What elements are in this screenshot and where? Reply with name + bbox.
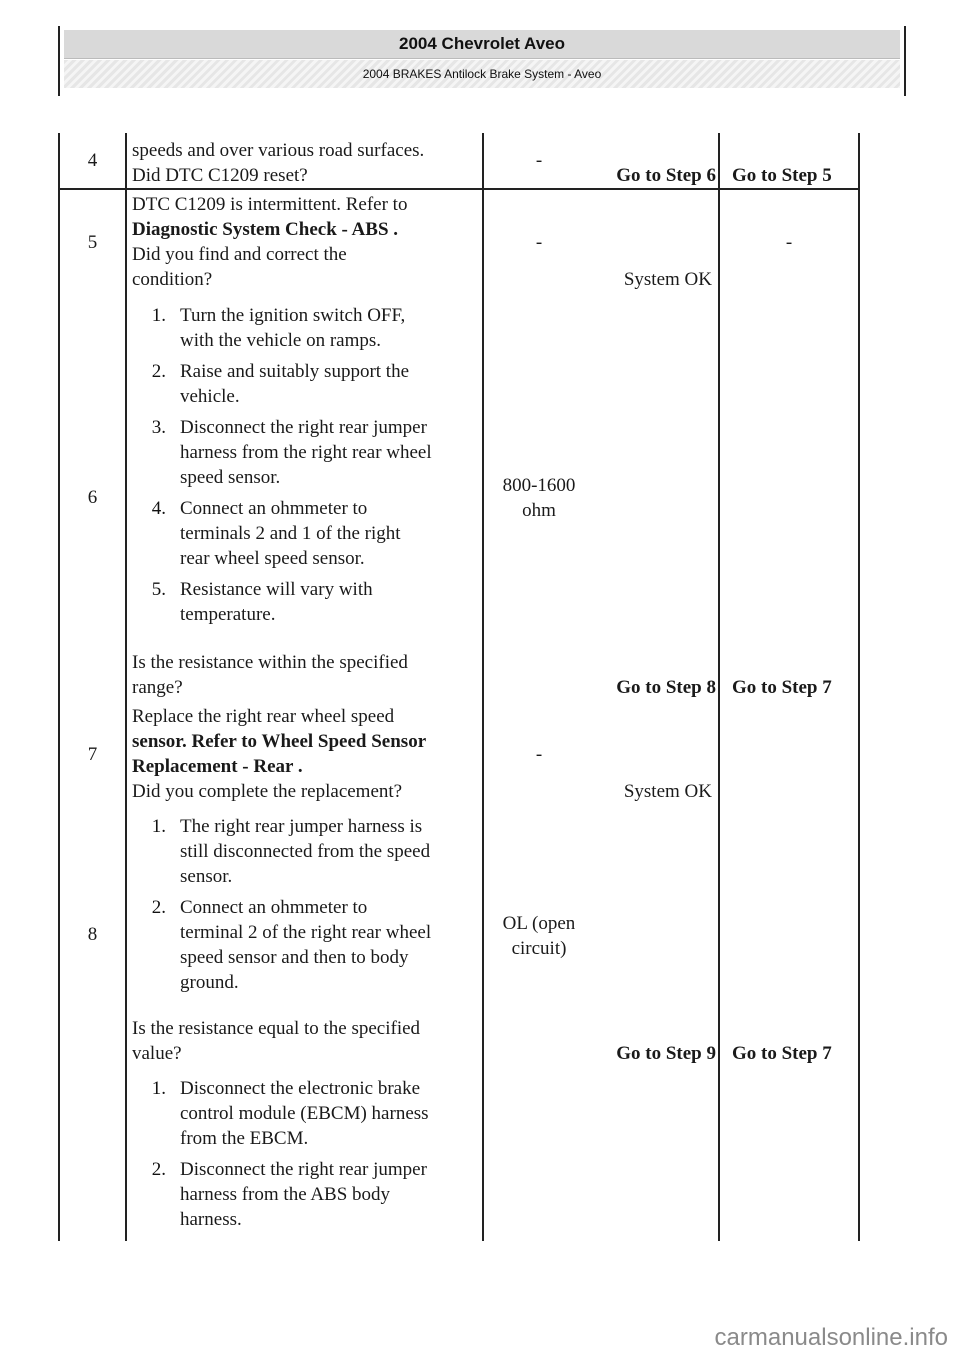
- list-item: sensor.: [180, 866, 233, 887]
- list-number: 3.: [151, 417, 166, 438]
- yes-link[interactable]: Go to Step 8: [616, 677, 716, 698]
- value-cell: OL (open: [502, 913, 576, 934]
- action-link[interactable]: sensor. Refer to Wheel Speed Sensor: [132, 731, 427, 752]
- action-text: speeds and over various road surfaces.: [132, 140, 425, 161]
- list-item: with the vehicle on ramps.: [180, 330, 382, 351]
- no-link[interactable]: Go to Step 7: [732, 677, 832, 698]
- yes-result: System OK: [623, 269, 712, 290]
- list-item: harness from the right rear wheel: [180, 442, 432, 463]
- list-item: temperature.: [180, 604, 276, 625]
- question-text: value?: [132, 1043, 182, 1064]
- step-number: 7: [87, 744, 98, 765]
- action-link[interactable]: Diagnostic System Check - ABS .: [132, 219, 399, 240]
- list-number: 1.: [151, 816, 166, 837]
- table-border-right: [858, 133, 860, 1241]
- action-text: Did you complete the replacement?: [132, 781, 403, 802]
- list-item: The right rear jumper harness is: [180, 816, 423, 837]
- step-number: 5: [87, 232, 98, 253]
- step-number: 8: [87, 924, 98, 945]
- value-cell: -: [535, 744, 543, 765]
- list-number: 4.: [151, 498, 166, 519]
- list-item: terminal 2 of the right rear wheel: [180, 922, 432, 943]
- list-item: Turn the ignition switch OFF,: [180, 305, 406, 326]
- column-divider-yes: [718, 133, 720, 1241]
- list-item: speed sensor.: [180, 467, 281, 488]
- question-text: Is the resistance equal to the specified: [132, 1018, 421, 1039]
- question-text: range?: [132, 677, 183, 698]
- yes-link[interactable]: Go to Step 9: [616, 1043, 716, 1064]
- list-item: rear wheel speed sensor.: [180, 548, 365, 569]
- list-item: Connect an ohmmeter to: [180, 897, 368, 918]
- step-number: 6: [87, 487, 98, 508]
- list-item: harness.: [180, 1209, 242, 1230]
- action-text: DTC C1209 is intermittent. Refer to: [132, 194, 408, 215]
- list-item: speed sensor and then to body: [180, 947, 409, 968]
- value-cell: 800-1600: [502, 475, 576, 496]
- yes-link[interactable]: Go to Step 6: [616, 165, 716, 186]
- list-item: Resistance will vary with: [180, 579, 373, 600]
- value-cell: -: [535, 150, 543, 171]
- action-text: condition?: [132, 269, 213, 290]
- question-text: Is the resistance within the specified: [132, 652, 408, 673]
- list-item: still disconnected from the speed: [180, 841, 431, 862]
- no-link[interactable]: Go to Step 5: [732, 165, 832, 186]
- list-item: Disconnect the right rear jumper: [180, 1159, 427, 1180]
- list-item: from the EBCM.: [180, 1128, 309, 1149]
- list-number: 2.: [151, 361, 166, 382]
- site-watermark: carmanualsonline.info: [714, 1324, 948, 1351]
- list-item: terminals 2 and 1 of the right: [180, 523, 401, 544]
- list-item: Disconnect the electronic brake: [180, 1078, 421, 1099]
- action-text: Did you find and correct the: [132, 244, 347, 265]
- list-item: ground.: [180, 972, 239, 993]
- yes-result: System OK: [623, 781, 712, 802]
- no-link[interactable]: Go to Step 7: [732, 1043, 832, 1064]
- document-title: 2004 Chevrolet Aveo: [64, 30, 900, 59]
- action-text: Replace the right rear wheel speed: [132, 706, 395, 727]
- list-item: Raise and suitably support the: [180, 361, 410, 382]
- list-number: 2.: [151, 1159, 166, 1180]
- value-cell: ohm: [522, 500, 556, 521]
- row-divider-4-5: [58, 188, 860, 190]
- list-item: control module (EBCM) harness: [180, 1103, 429, 1124]
- value-cell: -: [535, 232, 543, 253]
- list-number: 1.: [151, 1078, 166, 1099]
- list-item: Connect an ohmmeter to: [180, 498, 368, 519]
- list-number: 2.: [151, 897, 166, 918]
- column-divider-action: [482, 133, 484, 1241]
- document-header: [58, 26, 906, 96]
- no-result: -: [785, 232, 793, 253]
- column-divider-step: [125, 133, 127, 1241]
- value-cell: circuit): [511, 938, 567, 959]
- list-number: 5.: [151, 579, 166, 600]
- list-item: Disconnect the right rear jumper: [180, 417, 427, 438]
- action-link[interactable]: Replacement - Rear .: [132, 756, 303, 777]
- document-subtitle: 2004 BRAKES Antilock Brake System - Aveo: [64, 60, 900, 88]
- list-number: 1.: [151, 305, 166, 326]
- table-border-left: [58, 133, 60, 1241]
- list-item: harness from the ABS body: [180, 1184, 391, 1205]
- action-text: Did DTC C1209 reset?: [132, 165, 308, 186]
- step-number: 4: [87, 150, 98, 171]
- list-item: vehicle.: [180, 386, 240, 407]
